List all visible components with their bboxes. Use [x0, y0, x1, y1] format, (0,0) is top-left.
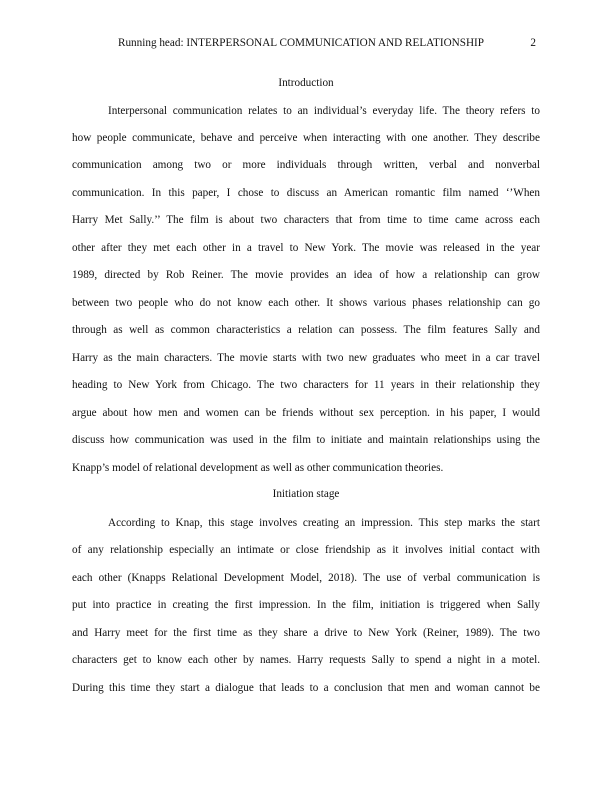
section-heading-introduction: Introduction — [278, 77, 334, 89]
paragraph-line: Interpersonal communication relates to an individual’s everyday life. The theory refers to — [108, 105, 540, 117]
paragraph-line: Harry as the main characters. The movie starts with two new graduates who meet in a car travel — [72, 352, 540, 364]
section-heading-initiation-stage: Initiation stage — [272, 488, 340, 500]
page-number: 2 — [530, 37, 536, 49]
paragraph-line: discuss how communication was used in the film to initiate and maintain relationships using the — [72, 434, 540, 446]
paragraph-line: communication. In this paper, I chose to discuss an American romantic film named ‘’When — [72, 187, 540, 199]
paragraph-line: other after they met each other in a travel to New York. The movie was released in the year — [72, 242, 540, 254]
running-head: Running head: INTERPERSONAL COMMUNICATION AND RELATIONSHIP — [118, 37, 484, 49]
paragraph-line: During this time they start a dialogue that leads to a conclusion that men and woman cannot be — [72, 682, 540, 694]
paragraph-line: 1989, directed by Rob Reiner. The movie provides an idea of how a relationship can grow — [72, 269, 540, 281]
paragraph-line: put into practice in creating the first impression. In the film, initiation is triggered when Sally — [72, 599, 540, 611]
paragraph-line: According to Knap, this stage involves creating an impression. This step marks the start — [108, 517, 540, 529]
paragraph-line: and Harry meet for the first time as they share a drive to New York (Reiner, 1989). The two — [72, 627, 540, 639]
paragraph-line: argue about how men and women can be friends without sex perception. in his paper, I would — [72, 407, 540, 419]
paragraph-line: through as well as common characteristics a relation can possess. The film features Sally and — [72, 324, 540, 336]
paragraph-line: communication among two or more individuals through written, verbal and nonverbal — [72, 159, 540, 171]
paragraph-line: Harry Met Sally.’’ The film is about two characters that from time to time came across each — [72, 214, 540, 226]
paragraph-line: Knapp’s model of relational development as well as other communication theories. — [72, 462, 444, 474]
paragraph-line: each other (Knapps Relational Development Model, 2018). The use of verbal communication is — [72, 572, 540, 584]
paragraph-line: heading to New York from Chicago. The two characters for 11 years in their relationship they — [72, 379, 540, 391]
paragraph-line: of any relationship especially an intimate or close friendship as it involves initial contact with — [72, 544, 540, 556]
paragraph-line: characters get to know each other by names. Harry requests Sally to spend a night in a motel. — [72, 654, 540, 666]
paragraph-line: how people communicate, behave and perceive when interacting with one another. They describe — [72, 132, 540, 144]
paragraph-line: between two people who do not know each other. It shows various phases relationship can go — [72, 297, 540, 309]
